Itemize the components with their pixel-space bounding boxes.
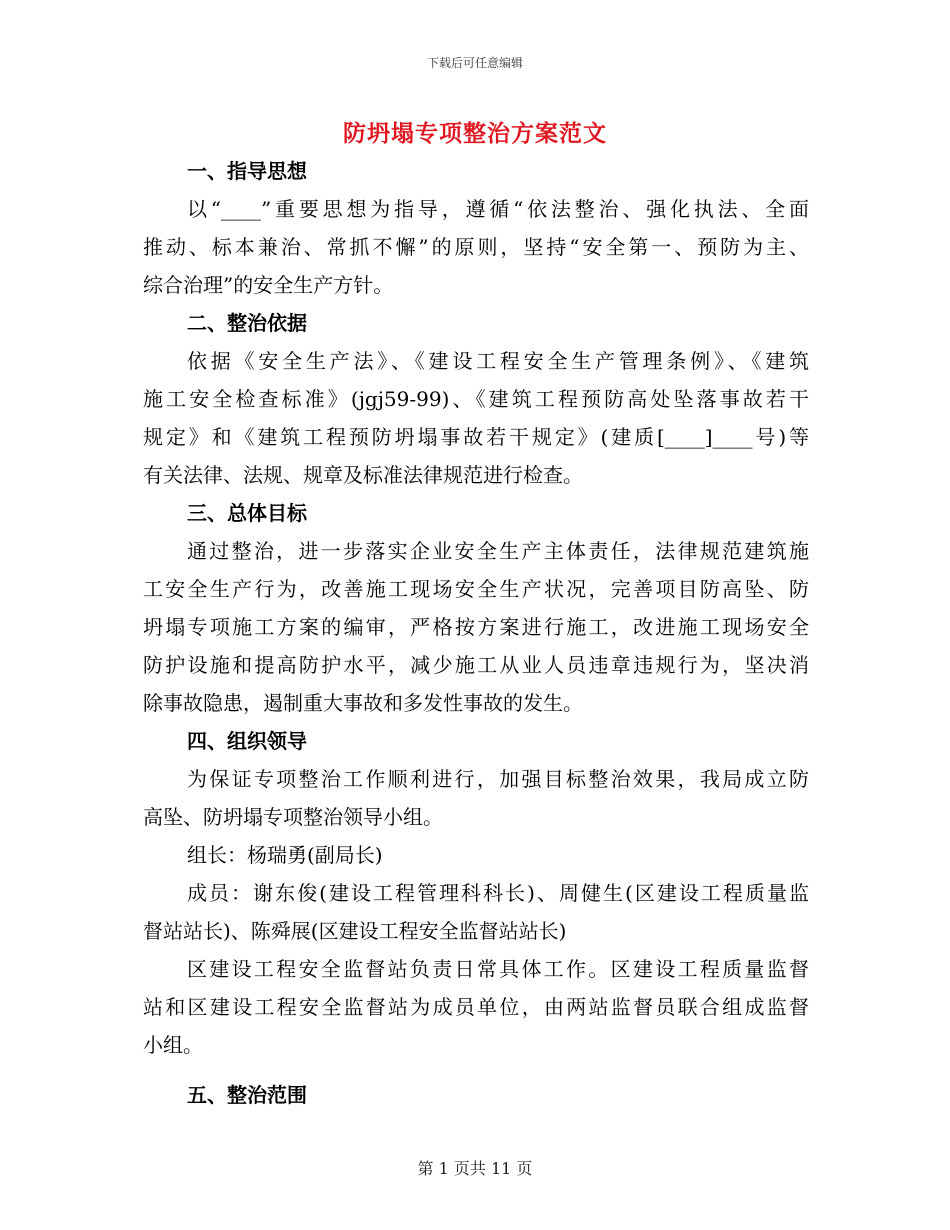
paragraph-line: 成员：谢东俊(建设工程管理科科长)、周健生(区建设工程质量监: [187, 881, 809, 905]
section-heading: 四、组织领导: [187, 729, 307, 753]
paragraph-line: 施工安全检查标准》(jgj59-99)、《建筑工程预防高处坠落事故若干: [143, 387, 809, 411]
paragraph-line: 坍塌专项施工方案的编审，严格按方案进行施工，改进施工现场安全: [143, 615, 809, 639]
paragraph-line: 督站站长)、陈舜展(区建设工程安全监督站站长): [143, 919, 567, 943]
paragraph-line: 依据《安全生产法》、《建设工程安全生产管理条例》、《建筑: [187, 349, 809, 373]
paragraph-line: 小组。: [143, 1033, 203, 1057]
document-title: 防坍塌专项整治方案范文: [343, 120, 607, 147]
section-heading: 五、整治范围: [187, 1083, 307, 1107]
paragraph-line: 组长：杨瑞勇(副局长): [187, 843, 383, 867]
paragraph-line: 推动、标本兼治、常抓不懈”的原则，坚持“安全第一、预防为主、: [143, 235, 809, 259]
paragraph-line: 高坠、防坍塌专项整治领导小组。: [143, 805, 443, 829]
section-heading: 一、指导思想: [187, 159, 307, 183]
paragraph-line: 以“____”重要思想为指导，遵循“依法整治、强化执法、全面: [187, 197, 809, 221]
header-note: 下载后可任意编辑: [426, 56, 523, 70]
document-body: [143, 152, 809, 1114]
page-footer: 第 1 页共 11 页: [417, 1159, 533, 1178]
section-spacer: [143, 1064, 809, 1076]
paragraph-line: 区建设工程安全监督站负责日常具体工作。区建设工程质量监督: [187, 957, 809, 981]
paragraph-line: 通过整治，进一步落实企业安全生产主体责任，法律规范建筑施: [187, 539, 809, 563]
paragraph-line: 为保证专项整治工作顺利进行，加强目标整治效果，我局成立防: [187, 767, 809, 791]
paragraph-line: 站和区建设工程安全监督站为成员单位，由两站监督员联合组成监督: [143, 995, 809, 1019]
paragraph-line: 除事故隐患，遏制重大事故和多发性事故的发生。: [143, 691, 583, 715]
paragraph-line: 规定》和《建筑工程预防坍塌事故若干规定》(建质[____]____号)等: [143, 425, 809, 449]
paragraph-line: 工安全生产行为，改善施工现场安全生产状况，完善项目防高坠、防: [143, 577, 809, 601]
paragraph-line: 防护设施和提高防护水平，减少施工从业人员违章违规行为，坚决消: [143, 653, 809, 677]
paragraph-line: 有关法律、法规、规章及标准法律规范进行检查。: [143, 463, 583, 487]
section-heading: 三、总体目标: [187, 501, 307, 525]
section-heading: 二、整治依据: [187, 311, 307, 335]
paragraph-line: 综合治理”的安全生产方针。: [143, 273, 394, 297]
